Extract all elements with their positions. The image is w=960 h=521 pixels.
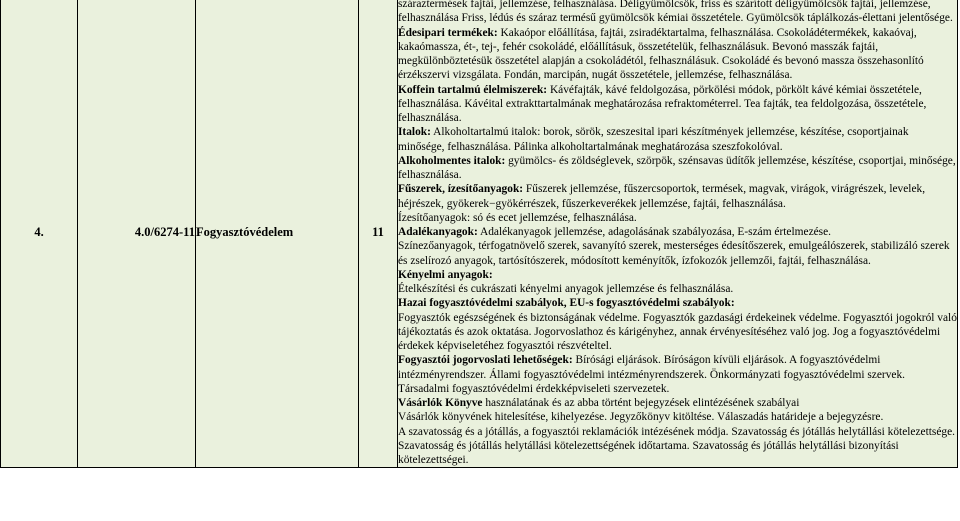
content-paragraph: [398, 83, 957, 126]
content-paragraph: [398, 282, 957, 296]
content-paragraph: [398, 225, 957, 239]
paragraph-heading: Hazai fogyasztóvédelmi szabályok, EU-s fogyasztóvédelmi szabályok:: [398, 297, 735, 310]
content-paragraph: [398, 311, 957, 354]
paragraph-heading: Koffein tartalmú élelmiszerek:: [398, 83, 548, 96]
paragraph-text: A szavatosság és a jótállás, a fogyasztói reklamációk intézésének módja. Szavatosság és jótállás helytállási kötelezettsége. Szavatosság és jótállás helytállási kötelezettségének időtartama. Szavatosság és jótállás helytállási bizonyítási kötelezettségei.: [398, 425, 956, 466]
content-paragraph: [398, 239, 957, 268]
paragraph-heading: Fűszerek, ízesítőanyagok:: [398, 183, 524, 196]
content-paragraph: [398, 26, 957, 83]
paragraph-text: Kávéfajták, kávé feldolgozása, pörkölési módok, pörkölt kávé kémiai összetétele, felhasználása. Kávéital extrakttartalmának meghatározása refraktométerrel. Tea fajták, tea feldolgozása, összetétele, felhasználása.: [398, 83, 927, 124]
paragraph-text: Kakaópor előállítása, fajtái, zsiradéktartalma, felhasználása. Csokoládétermékek, kakaóvaj, kakaómassza, ét-, tej-, fehér csokoládé, előállításuk, összetételük, felhasználásuk. Bevonó masszák fajtái, megkülönböztetésük összetétel alapján a csokoládétól, felhasználásuk. Csokoládé és bevonó massza összehasonlító érzékszervi vizsgálata. Fondán, marcipán, nugát összetétele, jellemzése, felhasználása.: [398, 26, 924, 82]
paragraph-heading: Adalékanyagok:: [398, 226, 478, 238]
content-paragraph: [398, 182, 957, 211]
content-paragraph: [398, 268, 957, 282]
paragraph-heading: Vásárlók Könyve: [398, 397, 483, 409]
row-number: 4.: [1, 0, 78, 468]
paragraph-text: Ízesítőanyagok: só és ecet jellemzése, felhasználása.: [398, 211, 637, 224]
paragraph-heading: Italok:: [398, 126, 431, 139]
paragraph-text: Fogyasztók egészségének és biztonságának védelme. Fogyasztók gazdasági érdekeinek védelme. Fogyasztói jogokról való tájékoztatás és azok oktatása. Jogorvoslathoz és kárigényhez, annak érvényesítéséhez való jog. Jog a fogyasztóvédelmi érdekek képviseletéhez fogyasztói részvételtel.: [398, 311, 957, 352]
paragraph-text: száraztermések fajtái, jellemzése, felhasználása. Déligyümölcsök, friss és szárított déligyümölcsök fajtái, jellemzése, felhasználása Friss, lédús és száraz termésű gyümölcsök kémiai összetétele. Gyümölcsök táplálkozás-élettani jelentősége.: [398, 0, 953, 25]
content-paragraph: [398, 425, 957, 468]
content-paragraph: [398, 410, 957, 424]
paragraph-text: gyümölcs- és zöldséglevek, szörpök, szénsavas üdítők jellemzése, készítése, csoportjai, minősége, felhasználása.: [398, 154, 956, 181]
hours-count: 11: [359, 0, 398, 468]
paragraph-heading: Édesipari termékek:: [398, 26, 498, 39]
paragraph-text: Színezőanyagok, térfogatnövelő szerek, savanyító szerek, mesterséges édesítőszerek, emulgeálószerek, stabilizáló szerek és zselírozó anyagok, tartósítószerek, módosított keményítők, ízfokozók jellemzői, fajtái, felhasználása.: [398, 240, 950, 267]
paragraph-text: Fűszerek jellemzése, fűszercsoportok, termések, magvak, virágok, virágrészek, levelek, héjrészek, gyökerek−gyökérrészek, fűszerkeverékek jellemzése, fajtái, felhasználása.: [398, 183, 926, 210]
content-cell: [398, 0, 958, 468]
paragraph-text: használatának és az abba történt bejegyzések elintézésének szabályai: [482, 397, 800, 409]
paragraph-text: Alkoholtartalmú italok: borok, sörök, szeszesital ipari készítmények jellemzése, készítése, csoportjainak minősége, felhasználása. Pálinka alkoholtartalmának meghatározása szeszfokolóval.: [398, 126, 909, 153]
paragraph-heading: Kényelmi anyagok:: [398, 268, 493, 281]
paragraph-heading: Fogyasztói jogorvoslati lehetőségek:: [398, 354, 573, 367]
module-code: 4.0/6274-11: [78, 0, 196, 468]
paragraph-heading: Alkoholmentes italok:: [398, 154, 506, 167]
content-paragraph: [398, 396, 957, 410]
table-row: [1, 0, 958, 468]
content-paragraph: [398, 125, 957, 154]
paragraph-text: Vásárlók könyvének hitelesítése, kihelyezése. Jegyzőkönyv kitöltése. Válaszadás határideje a bejegyzésre.: [398, 411, 884, 424]
paragraph-text: Bírósági eljárások. Bíróságon kívüli eljárások. A fogyasztóvédelmi intézményrendszer. Állami fogyasztóvédelmi intézményrendszerek. Önkormányzati fogyasztóvédelmi szervek. Társadalmi fogyasztóvédelmi érdekképviseleti szervezetek.: [398, 354, 906, 395]
paragraph-text: Ételkészítési és cukrászati kényelmi anyagok jellemzése és felhasználása.: [398, 283, 734, 295]
paragraph-text: Adalékanyagok jellemzése, adagolásának szabályozása, E-szám értelmezése.: [477, 226, 832, 238]
content-paragraph: [398, 296, 957, 310]
content-paragraph: [398, 353, 957, 396]
subject-name: Fogyasztóvédelem: [196, 0, 359, 468]
content-paragraph: [398, 211, 957, 225]
content-paragraph: [398, 154, 957, 183]
content-paragraph: [398, 0, 957, 26]
